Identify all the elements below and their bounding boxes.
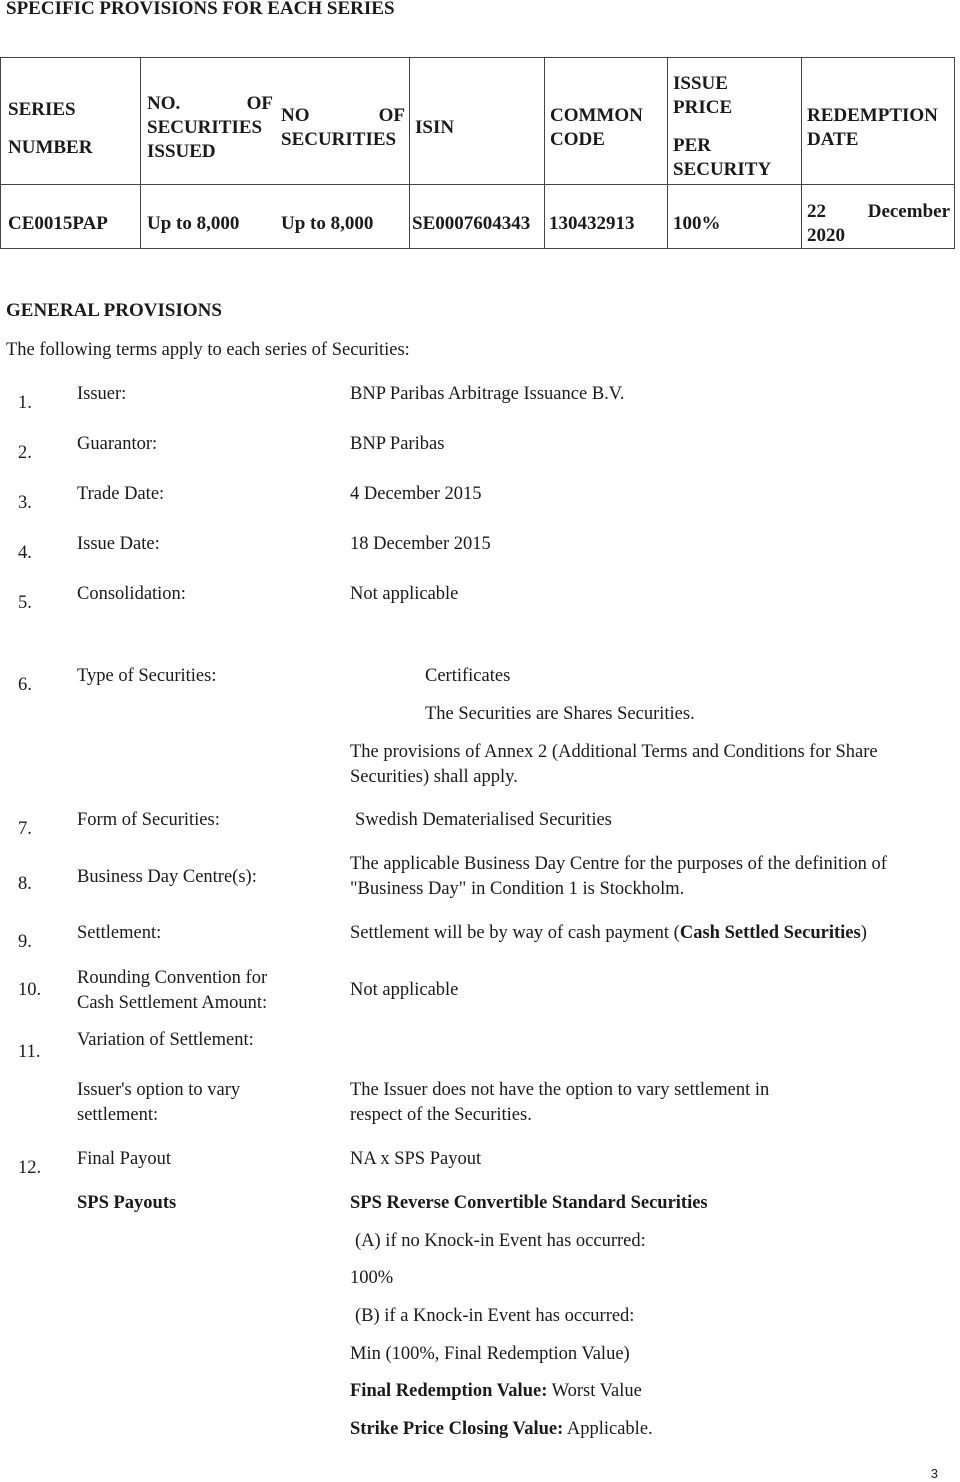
item-number: 7. bbox=[18, 819, 32, 839]
item-value: Not applicable bbox=[350, 980, 459, 1000]
item-type-of-securities bbox=[0, 664, 960, 794]
item-value-cont: "Business Day" in Condition 1 is Stockholm. bbox=[350, 879, 685, 899]
item-number: 12. bbox=[18, 1158, 42, 1178]
item-label: Issuer: bbox=[77, 384, 127, 404]
item-value-annex: The provisions of Annex 2 (Additional Terms and Conditions for Share bbox=[350, 742, 878, 762]
item-number: 4. bbox=[18, 543, 32, 563]
header-common-code: COMMON CODE bbox=[550, 105, 643, 150]
item-number: 3. bbox=[18, 493, 32, 513]
cell-series-number: CE0015PAP bbox=[8, 213, 108, 234]
series-table bbox=[0, 57, 955, 249]
header-series-number: SERIES NUMBER bbox=[8, 99, 93, 158]
item-value-annex-cont: Securities) shall apply. bbox=[350, 767, 518, 787]
item-label: Rounding Convention for bbox=[77, 968, 268, 988]
sps-payouts-label: SPS Payouts bbox=[77, 1193, 177, 1213]
item-sub-label-cont: settlement: bbox=[77, 1105, 159, 1125]
header-securities-issued: NO. OF SECURITIES ISSUED bbox=[147, 93, 273, 162]
header-redemption-date: REDEMPTION DATE bbox=[807, 105, 938, 150]
item-label: Business Day Centre(s): bbox=[77, 867, 257, 887]
item-value: BNP Paribas bbox=[350, 434, 445, 454]
item-business-day-centre bbox=[0, 852, 960, 904]
sps-case-b: (B) if a Knock-in Event has occurred: bbox=[355, 1306, 635, 1326]
item-label: Form of Securities: bbox=[77, 810, 220, 830]
item-label: Type of Securities: bbox=[77, 666, 217, 686]
header-no-of-securities: NO OF SECURITIES bbox=[281, 105, 405, 150]
item-label: Settlement: bbox=[77, 923, 162, 943]
item-label: Issue Date: bbox=[77, 534, 160, 554]
item-value: BNP Paribas Arbitrage Issuance B.V. bbox=[350, 384, 625, 404]
item-value: Settlement will be by way of cash payment (Cash Settled Securities) bbox=[350, 923, 867, 943]
cell-securities-issued: Up to 8,000 bbox=[147, 213, 240, 234]
item-label: Trade Date: bbox=[77, 484, 165, 504]
item-number: 1. bbox=[18, 393, 32, 413]
item-value: Swedish Dematerialised Securities bbox=[355, 810, 612, 830]
item-label: Final Payout bbox=[77, 1149, 172, 1169]
item-label: Variation of Settlement: bbox=[77, 1030, 254, 1050]
item-number: 5. bbox=[18, 593, 32, 613]
sps-case-b-value: Min (100%, Final Redemption Value) bbox=[350, 1344, 630, 1364]
item-number: 11. bbox=[18, 1042, 41, 1062]
cell-isin: SE0007604343 bbox=[412, 213, 531, 234]
header-issue-price: ISSUE PRICE PER SECURITY bbox=[673, 73, 772, 180]
item-label: Guarantor: bbox=[77, 434, 158, 454]
strike-price-closing-value: Strike Price Closing Value: Applicable. bbox=[350, 1419, 653, 1439]
sps-case-a-value: 100% bbox=[350, 1268, 394, 1288]
item-value: 4 December 2015 bbox=[350, 484, 482, 504]
item-number: 10. bbox=[18, 980, 42, 1000]
item-sub-label: Issuer's option to vary bbox=[77, 1080, 241, 1100]
page-title: SPECIFIC PROVISIONS FOR EACH SERIES bbox=[6, 0, 395, 19]
item-number: 9. bbox=[18, 932, 32, 952]
final-redemption-value: Final Redemption Value: Worst Value bbox=[350, 1381, 642, 1401]
item-rounding-convention bbox=[0, 966, 960, 1018]
item-label-cont: Cash Settlement Amount: bbox=[77, 993, 268, 1013]
item-number: 8. bbox=[18, 874, 32, 894]
cell-redemption-date: 22 December 2020 bbox=[807, 201, 950, 246]
cell-no-of-securities: Up to 8,000 bbox=[281, 213, 374, 234]
item-number: 6. bbox=[18, 675, 32, 695]
item-value: Not applicable bbox=[350, 584, 459, 604]
general-provisions-heading: GENERAL PROVISIONS bbox=[6, 300, 222, 321]
item-value: 18 December 2015 bbox=[350, 534, 491, 554]
sps-case-a: (A) if no Knock-in Event has occurred: bbox=[355, 1231, 646, 1251]
sps-heading: SPS Reverse Convertible Standard Securities bbox=[350, 1193, 708, 1213]
item-value-detail: The Securities are Shares Securities. bbox=[425, 704, 695, 724]
item-variation-of-settlement bbox=[0, 1028, 960, 1128]
item-value: Certificates bbox=[425, 666, 511, 686]
item-value: The Issuer does not have the option to vary settlement in bbox=[350, 1080, 770, 1100]
cell-common-code: 130432913 bbox=[549, 213, 635, 234]
header-isin: ISIN bbox=[415, 117, 455, 138]
general-provisions-intro: The following terms apply to each series of Securities: bbox=[6, 340, 410, 360]
item-number: 2. bbox=[18, 443, 32, 463]
item-label: Consolidation: bbox=[77, 584, 186, 604]
item-value: NA x SPS Payout bbox=[350, 1149, 482, 1169]
cell-issue-price: 100% bbox=[673, 213, 721, 234]
item-value-cont: respect of the Securities. bbox=[350, 1105, 532, 1125]
item-value: The applicable Business Day Centre for the purposes of the definition of bbox=[350, 854, 887, 874]
page-number: 3 bbox=[930, 1466, 938, 1481]
